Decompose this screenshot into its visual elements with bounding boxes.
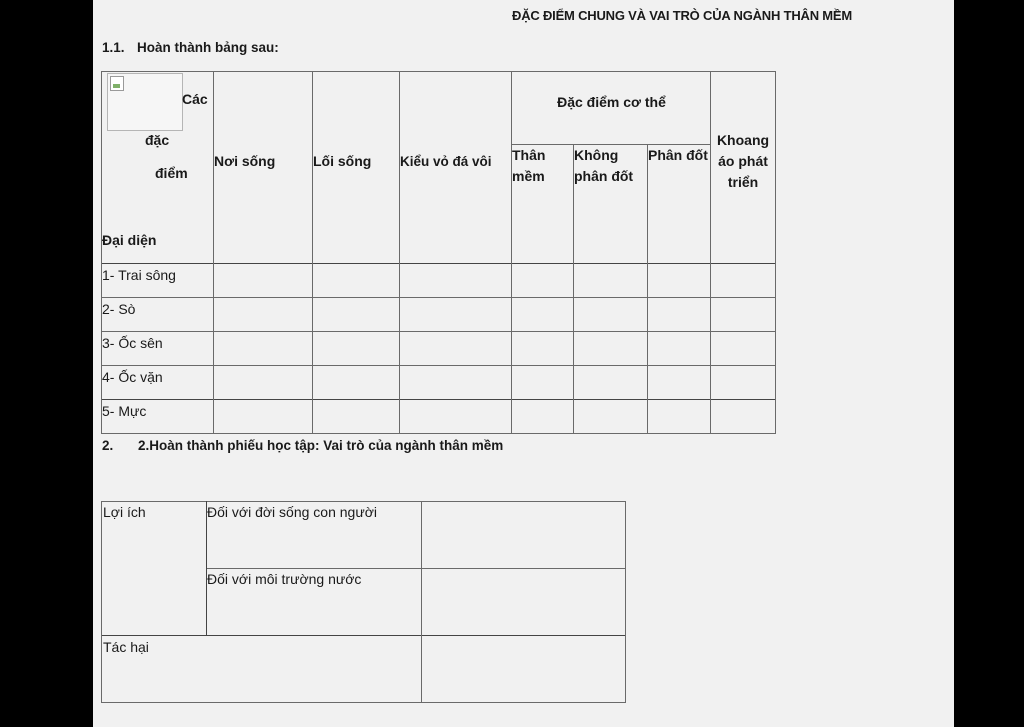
header-body-characteristics: Đặc điểm cơ thể (557, 94, 666, 110)
broken-image-icon (107, 73, 183, 131)
header-habitat: Nơi sống (214, 153, 276, 169)
row-label: 4- Ốc vặn (102, 369, 163, 385)
row-label: 1- Trai sông (102, 267, 176, 283)
row-label: 2- Sò (102, 301, 136, 317)
header-soft-body-2: mềm (512, 168, 545, 184)
row-label: 5- Mực (102, 403, 147, 419)
section1-heading: Hoàn thành bảng sau: (137, 40, 279, 55)
header-mantle-2: áo phát (718, 153, 768, 169)
characteristics-table (101, 71, 777, 435)
header-corner-line3: điểm (155, 165, 188, 181)
header-shell-type: Kiểu vỏ đá vôi (400, 154, 492, 169)
document-page (93, 0, 954, 727)
header-lifestyle: Lối sống (313, 153, 372, 169)
header-corner-line1: Các (182, 91, 208, 107)
benefits-label: Lợi ích (103, 504, 146, 520)
header-corner-line2: đặc (145, 132, 170, 148)
header-mantle-3: triển (727, 174, 759, 190)
section2-heading: 2.Hoàn thành phiếu học tập: Vai trò của ngành thân mềm (138, 438, 504, 453)
section1-number: 1.1. (102, 40, 125, 55)
header-unsegmented-1: Không (574, 147, 619, 163)
aquatic-environment-label: Đối với môi trường nước (207, 571, 362, 587)
harms-label: Tác hại (103, 639, 149, 655)
header-mantle-1: Khoang (716, 132, 770, 148)
header-soft-body-1: Thân (512, 147, 546, 163)
human-life-label: Đối với đời sống con người (207, 504, 377, 520)
role-worksheet-table (101, 501, 627, 704)
header-segmented: Phân đốt (648, 147, 708, 163)
row-label: 3- Ốc sên (102, 335, 163, 351)
header-representative: Đại diện (102, 232, 157, 248)
header-unsegmented-2: phân đốt (574, 168, 634, 184)
section2-number: 2. (102, 438, 114, 453)
document-title: ĐẶC ĐIỂM CHUNG VÀ VAI TRÒ CỦA NGÀNH THÂN MỀM (512, 8, 853, 23)
